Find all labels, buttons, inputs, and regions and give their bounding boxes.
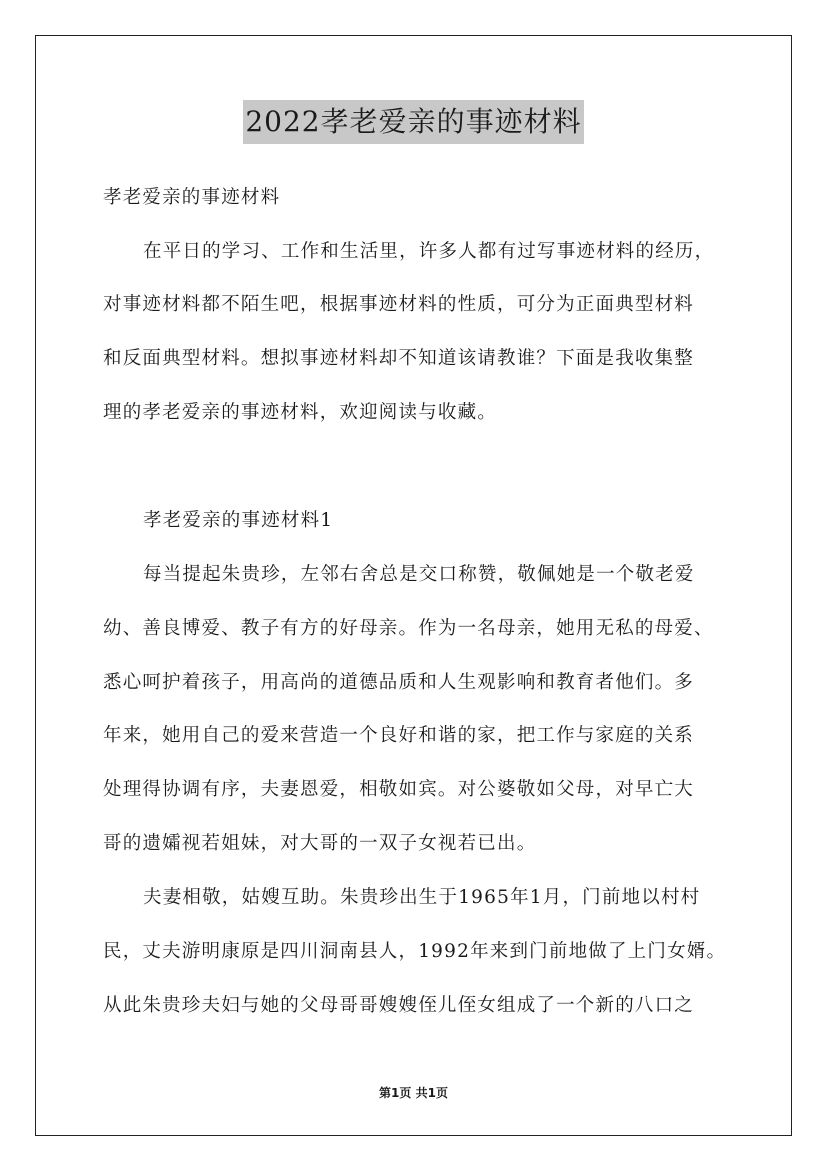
- intro-line: 理的孝老爱亲的事迹材料，欢迎阅读与收藏。: [103, 402, 498, 423]
- para2-line: 民，丈夫游明康原是四川洞南县人，1992年来到门前地做了上门女婿。: [103, 941, 727, 962]
- para1-line: 每当提起朱贵珍，左邻右舍总是交口称赞，敬佩她是一个敬老爱: [143, 564, 695, 585]
- footer-total-pages: 1: [427, 1086, 436, 1100]
- para2-line: 从此朱贵珍夫妇与她的父母哥哥嫂嫂侄儿侄女组成了一个新的八口之: [103, 995, 695, 1016]
- para1-line: 幼、善良博爱、教子有方的好母亲。作为一名母亲，她用无私的母爱、: [103, 618, 714, 639]
- title-wrap: [0, 100, 827, 144]
- footer-mid: 页 共: [399, 1086, 428, 1100]
- page-footer: [0, 1084, 827, 1101]
- intro-line: 和反面典型材料。想拟事迹材料却不知道该请教谁？下面是我收集整: [103, 348, 695, 369]
- intro-line: 对事迹材料都不陌生吧，根据事迹材料的性质，可分为正面典型材料: [103, 294, 695, 315]
- footer-suffix: 页: [435, 1086, 448, 1100]
- para1-line: 年来，她用自己的爱来营造一个良好和谐的家，把工作与家庭的关系: [103, 725, 695, 746]
- para2-line: 夫妻相敬，姑嫂互助。朱贵珍出生于1965年1月，门前地以村村: [143, 887, 701, 908]
- footer-prefix: 第: [379, 1086, 392, 1100]
- intro-line: 在平日的学习、工作和生活里，许多人都有过写事迹材料的经历，: [143, 241, 715, 262]
- footer-page-number: 1: [391, 1086, 400, 1100]
- para1-line: 悉心呵护着孩子，用高尚的道德品质和人生观影响和教育者他们。多: [103, 672, 695, 693]
- section-heading: 孝老爱亲的事迹材料1: [143, 510, 334, 531]
- para1-line: 处理得协调有序，夫妻恩爱，相敬如宾。对公婆敬如父母，对早亡大: [103, 779, 695, 800]
- document-title: 2022孝老爱亲的事迹材料: [243, 100, 583, 144]
- para1-line: 哥的遗孀视若姐妹，对大哥的一双子女视若已出。: [103, 833, 537, 854]
- document-subtitle: 孝老爱亲的事迹材料: [103, 187, 281, 208]
